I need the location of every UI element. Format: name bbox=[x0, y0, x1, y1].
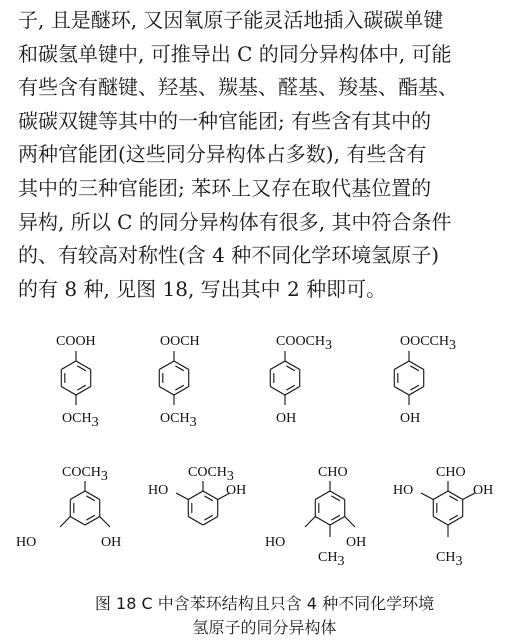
paragraph-line: 的、有较高对称性(含 4 种不同化学环境氢原子) bbox=[18, 243, 440, 268]
substituent-top: OOCH bbox=[160, 334, 200, 349]
ring-bond bbox=[433, 491, 448, 500]
body-paragraph bbox=[18, 4, 514, 306]
substituent-bottom: OCH3 bbox=[160, 411, 197, 430]
benzene-ring bbox=[61, 361, 90, 395]
paragraph-line: 和碳氢单键中, 可推导出 C 的同分异构体中, 可能 bbox=[18, 41, 452, 66]
ring-bond bbox=[330, 517, 345, 526]
ring-double-bond bbox=[410, 385, 419, 390]
substituent-bottom: CH3 bbox=[318, 550, 345, 569]
benzene-ring bbox=[270, 361, 299, 395]
benzene-ring bbox=[433, 491, 462, 525]
structure-3 bbox=[270, 334, 332, 426]
substituent-top: CHO bbox=[436, 465, 466, 480]
paragraph-line: 其中的三种官能团; 苯环上又存在取代基位置的 bbox=[18, 175, 432, 200]
ring-bond bbox=[76, 387, 91, 396]
substituent-right: OH bbox=[101, 535, 122, 550]
substituent-top: OOCCH3 bbox=[400, 334, 457, 353]
structure-6 bbox=[148, 465, 246, 525]
ring-bond bbox=[394, 361, 409, 370]
ring-bond bbox=[285, 387, 300, 396]
paragraph-line: 子, 且是醚环, 又因氧原子能灵活地插入碳碳单键 bbox=[18, 8, 444, 32]
substituent-top: COOCH3 bbox=[276, 334, 333, 353]
benzene-ring bbox=[70, 491, 99, 525]
ring-bond bbox=[61, 361, 76, 370]
substituent-top: COCH3 bbox=[188, 465, 234, 484]
ring-bond bbox=[174, 361, 189, 370]
substituent-bottom: OH bbox=[400, 411, 421, 426]
structure-7 bbox=[265, 465, 366, 569]
ring-bond bbox=[285, 361, 300, 370]
substituent-top: COCH3 bbox=[62, 465, 108, 484]
ring-bond bbox=[85, 517, 100, 526]
ring-bond bbox=[433, 517, 448, 526]
ring-bond bbox=[203, 491, 218, 500]
ring-double-bond bbox=[77, 385, 86, 390]
benzene-ring bbox=[188, 491, 217, 525]
ring-double-bond bbox=[86, 496, 95, 501]
ring-bond bbox=[70, 517, 85, 526]
ring-bond bbox=[203, 517, 218, 526]
ring-bond bbox=[330, 491, 345, 500]
structure-4 bbox=[394, 334, 456, 426]
ring-double-bond bbox=[175, 366, 184, 371]
ring-bond bbox=[188, 491, 203, 500]
figure-caption-line-2: 氢原子的同分异构体 bbox=[192, 618, 337, 637]
ring-bond bbox=[85, 491, 100, 500]
ring-bond bbox=[315, 517, 330, 526]
ring-double-bond bbox=[175, 385, 184, 390]
ring-bond bbox=[270, 361, 285, 370]
benzene-ring bbox=[315, 491, 344, 525]
ring-double-bond bbox=[204, 496, 213, 501]
structure-8 bbox=[393, 465, 493, 569]
substituent-top: CHO bbox=[318, 465, 348, 480]
substituent-left: HO bbox=[16, 535, 37, 550]
benzene-ring bbox=[394, 361, 423, 395]
ring-bond bbox=[61, 387, 76, 396]
ring-bond bbox=[159, 361, 174, 370]
ring-double-bond bbox=[410, 366, 419, 371]
structure-1 bbox=[56, 334, 99, 430]
substituent-upper-right: OH bbox=[226, 483, 247, 498]
figure-18-structures bbox=[0, 315, 529, 585]
ring-double-bond bbox=[286, 385, 295, 390]
ring-double-bond bbox=[204, 515, 213, 520]
figure-caption-line-1: 图 18 C 中含苯环结构且只含 4 种不同化学环境 bbox=[94, 594, 435, 613]
substituent-upper-left: HO bbox=[393, 483, 414, 498]
ring-bond bbox=[409, 361, 424, 370]
substituent-top: COOH bbox=[56, 334, 96, 349]
ring-bond bbox=[159, 387, 174, 396]
substituent-bottom: OH bbox=[276, 411, 297, 426]
ring-double-bond bbox=[86, 515, 95, 520]
paragraph-line: 的有 8 种, 见图 18, 写出其中 2 种即可。 bbox=[18, 276, 387, 301]
ring-bond bbox=[315, 491, 330, 500]
substituent-upper-left: HO bbox=[148, 483, 169, 498]
paragraph-line: 碳碳双键等其中的一种官能团; 有些含有其中的 bbox=[18, 108, 432, 133]
ring-bond bbox=[448, 517, 463, 526]
ring-bond bbox=[448, 491, 463, 500]
ring-double-bond bbox=[331, 515, 340, 520]
structure-2 bbox=[159, 334, 199, 430]
ring-bond bbox=[70, 491, 85, 500]
ring-double-bond bbox=[77, 366, 86, 371]
ring-double-bond bbox=[449, 515, 458, 520]
substituent-left: HO bbox=[265, 535, 286, 550]
paragraph-line: 有些含有醚键、羟基、羰基、醛基、羧基、酯基、 bbox=[18, 75, 458, 100]
benzene-ring bbox=[159, 361, 188, 395]
substituent-right: OH bbox=[346, 535, 367, 550]
ring-bond bbox=[76, 361, 91, 370]
substituent-bottom: CH3 bbox=[436, 550, 463, 569]
ring-bond bbox=[174, 387, 189, 396]
ring-bond bbox=[270, 387, 285, 396]
structure-5 bbox=[16, 465, 121, 550]
paragraph-line: 异构, 所以 C 的同分异构体有很多, 其中符合条件 bbox=[18, 209, 452, 234]
ring-double-bond bbox=[449, 496, 458, 501]
ring-double-bond bbox=[331, 496, 340, 501]
ring-double-bond bbox=[286, 366, 295, 371]
ring-bond bbox=[409, 387, 424, 396]
substituent-upper-right: OH bbox=[473, 483, 494, 498]
ring-bond bbox=[188, 517, 203, 526]
ring-bond bbox=[394, 387, 409, 396]
paragraph-line: 两种官能团(这些同分异构体占多数), 有些含有 bbox=[18, 142, 427, 167]
substituent-bottom: OCH3 bbox=[62, 411, 99, 430]
